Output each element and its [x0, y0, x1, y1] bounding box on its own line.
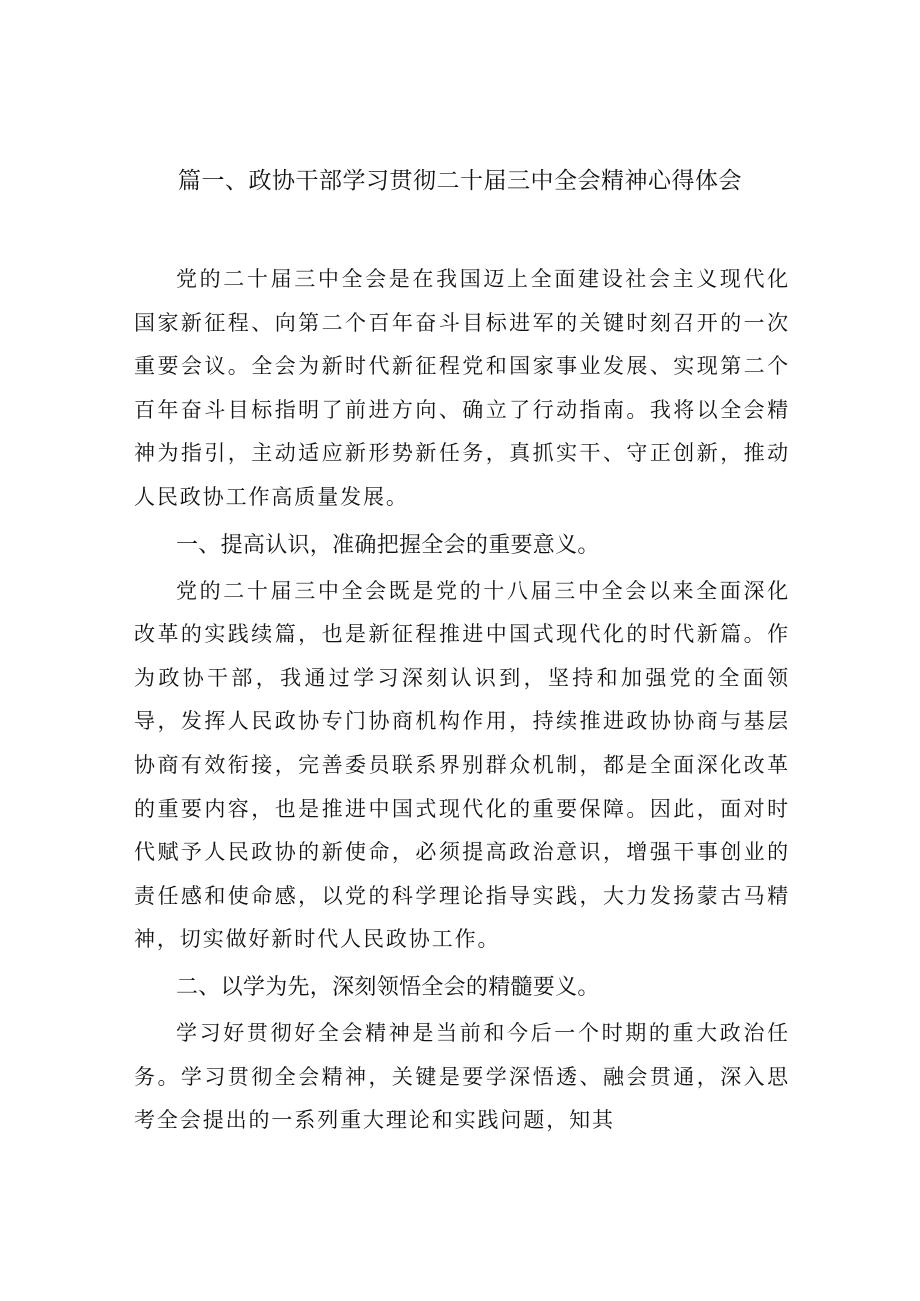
section-1-heading: 一、提高认识，准确把握全会的重要意义。 [176, 532, 600, 558]
document-title: 篇一、政协干部学习贯彻二十届三中全会精神心得体会 [178, 168, 742, 194]
document-body [134, 258, 790, 1143]
section-2-paragraph: 学习好贯彻好全会精神是当前和今后一个时期的重大政治任务。学习贯彻全会精神，关键是要学深悟透、融会贯通，深入思考全会提出的一系列重大理论和实践问题，知其 [134, 1020, 790, 1133]
intro-paragraph: 党的二十届三中全会是在我国迈上全面建设社会主义现代化国家新征程、向第二个百年奋斗目标进军的关键时刻召开的一次重要会议。全会为新时代新征程党和国家事业发展、实现第二个百年奋斗目标指明了前进方向、确立了行动指南。我将以全会精神为指引，主动适应新形势新任务，真抓实干、守正创新，推动人民政协工作高质量发展。 [134, 267, 790, 509]
section-1-paragraph: 党的二十届三中全会既是党的十八届三中全会以来全面深化改革的实践续篇，也是新征程推进中国式现代化的时代新篇。作为政协干部，我通过学习深刻认识到，坚持和加强党的全面领导，发挥人民政协专门协商机构作用，持续推进政协协商与基层协商有效衔接，完善委员联系界别群众机制，都是全面深化改革的重要内容，也是推进中国式现代化的重要保障。因此，面对时代赋予人民政协的新使命，必须提高政治意识，增强干事创业的责任感和使命感，以党的科学理论指导实践，大力发扬蒙古马精神，切实做好新时代人民政协工作。 [134, 578, 790, 952]
section-2-heading: 二、以学为先，深刻领悟全会的精髓要义。 [176, 974, 600, 1000]
